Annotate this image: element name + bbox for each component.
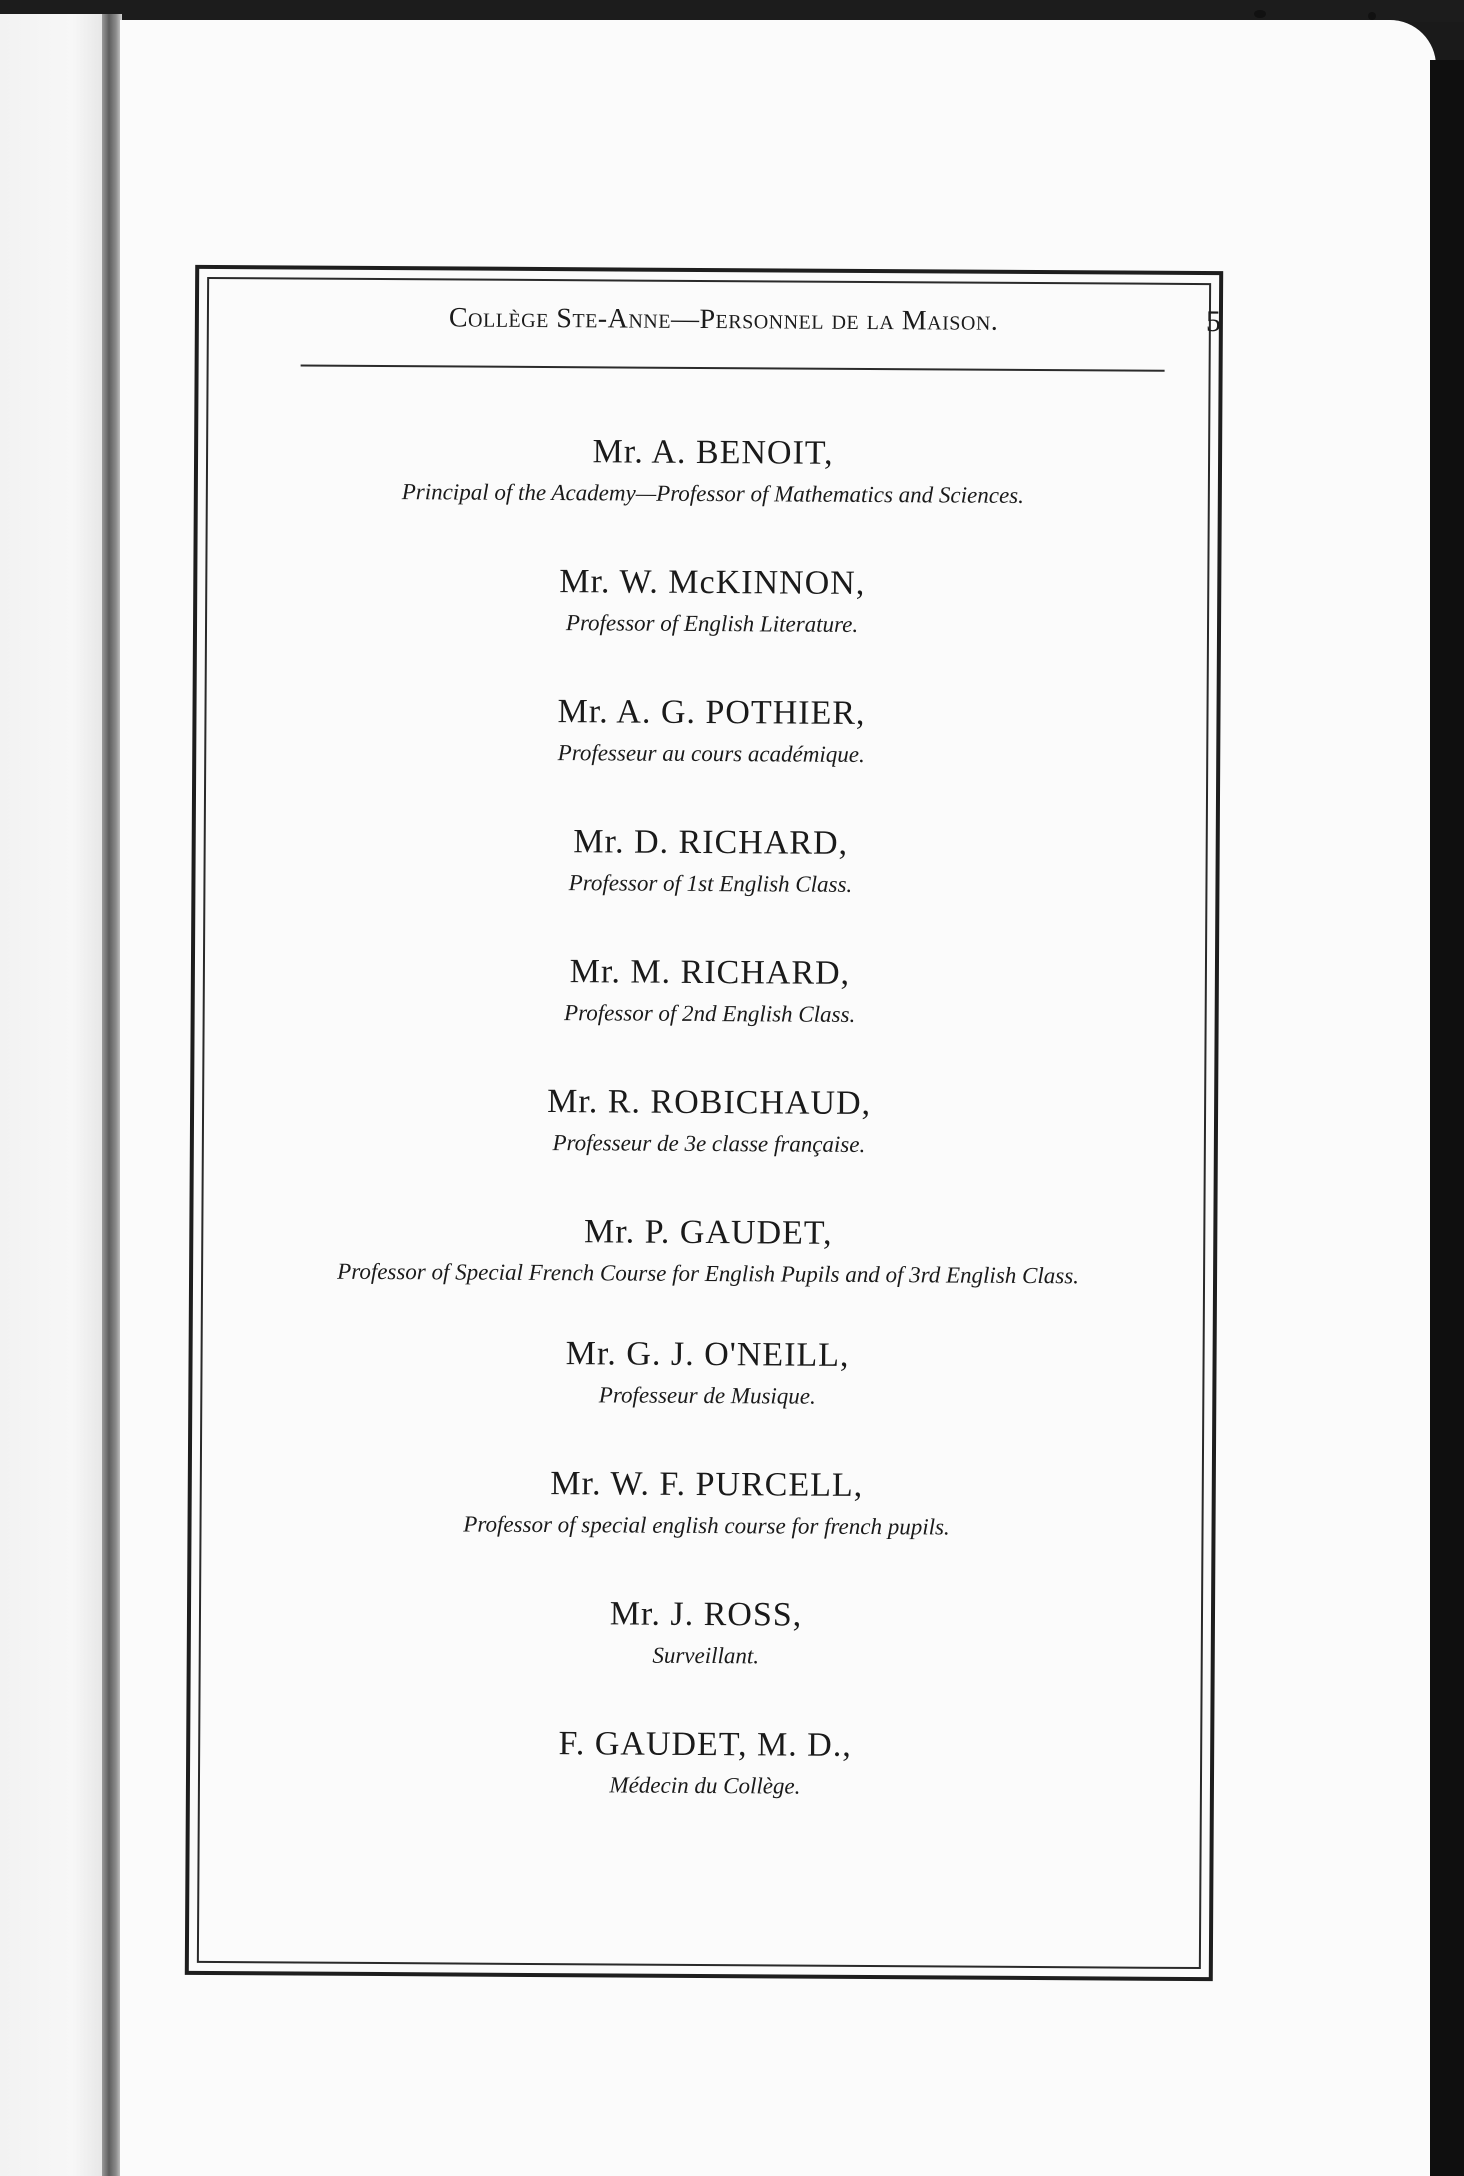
- staff-name: Mr. D. RICHARD,: [573, 823, 849, 862]
- staff-title: Principal of the Academy—Professor of Mathematics and Sciences.: [401, 479, 1024, 508]
- staff-entry: [254, 1076, 1164, 1164]
- staff-name: Mr. R. ROBICHAUD,: [547, 1083, 872, 1123]
- text-frame: [185, 265, 1223, 1981]
- staff-title: Professeur de 3e classe française.: [552, 1130, 866, 1157]
- top-dark-edge: [0, 0, 1464, 22]
- ink-speck: [1368, 12, 1376, 20]
- book-gutter: [102, 14, 122, 2176]
- staff-entry: [256, 686, 1166, 774]
- staff-title: Professeur au cours académique.: [557, 740, 865, 767]
- staff-name: F. GAUDET, M. D.,: [558, 1725, 852, 1764]
- staff-entry: [257, 556, 1167, 644]
- staff-name: Mr. G. J. O'NEILL,: [565, 1335, 850, 1374]
- staff-title: Professor of 1st English Class.: [568, 870, 853, 897]
- staff-name: Mr. M. RICHARD,: [569, 953, 851, 992]
- page-number: 5: [1205, 305, 1222, 339]
- staff-entry: [251, 1588, 1161, 1676]
- staff-name: Mr. A. BENOIT,: [592, 433, 834, 472]
- staff-entry: [258, 426, 1168, 514]
- staff-entry: [255, 816, 1165, 904]
- running-title: Collège Ste-Anne—Personnel de la Maison.: [448, 302, 999, 337]
- staff-title: Professor of 2nd English Class.: [564, 1000, 856, 1027]
- staff-name: Mr. A. G. POTHIER,: [557, 693, 866, 732]
- staff-title: Professor of English Literature.: [565, 610, 859, 637]
- staff-entry: [251, 1458, 1161, 1546]
- staff-entry: [250, 1718, 1160, 1806]
- staff-name: Mr. W. McKINNON,: [559, 563, 866, 602]
- left-page-edge: [0, 14, 104, 2176]
- staff-name: Mr. J. ROSS,: [609, 1595, 803, 1634]
- staff-name: Mr. W. F. PURCELL,: [550, 1465, 864, 1504]
- staff-title: Professor of special english course for french pupils.: [463, 1511, 950, 1540]
- right-dark-edge: [1430, 60, 1464, 2176]
- staff-entry: [252, 1328, 1162, 1416]
- staff-name: Mr. P. GAUDET,: [583, 1213, 833, 1252]
- staff-title: Professor of Special French Course for English Pupils and of 3rd English Class.: [337, 1258, 1080, 1289]
- staff-entry: [255, 946, 1165, 1034]
- staff-title: Professeur de Musique.: [598, 1382, 816, 1409]
- running-head: [299, 300, 1259, 340]
- ink-speck: [1254, 10, 1266, 18]
- staff-entry: [253, 1206, 1163, 1294]
- staff-title: Surveillant.: [652, 1642, 760, 1669]
- staff-list: [250, 404, 1169, 1806]
- staff-title: Médecin du Collège.: [609, 1772, 801, 1799]
